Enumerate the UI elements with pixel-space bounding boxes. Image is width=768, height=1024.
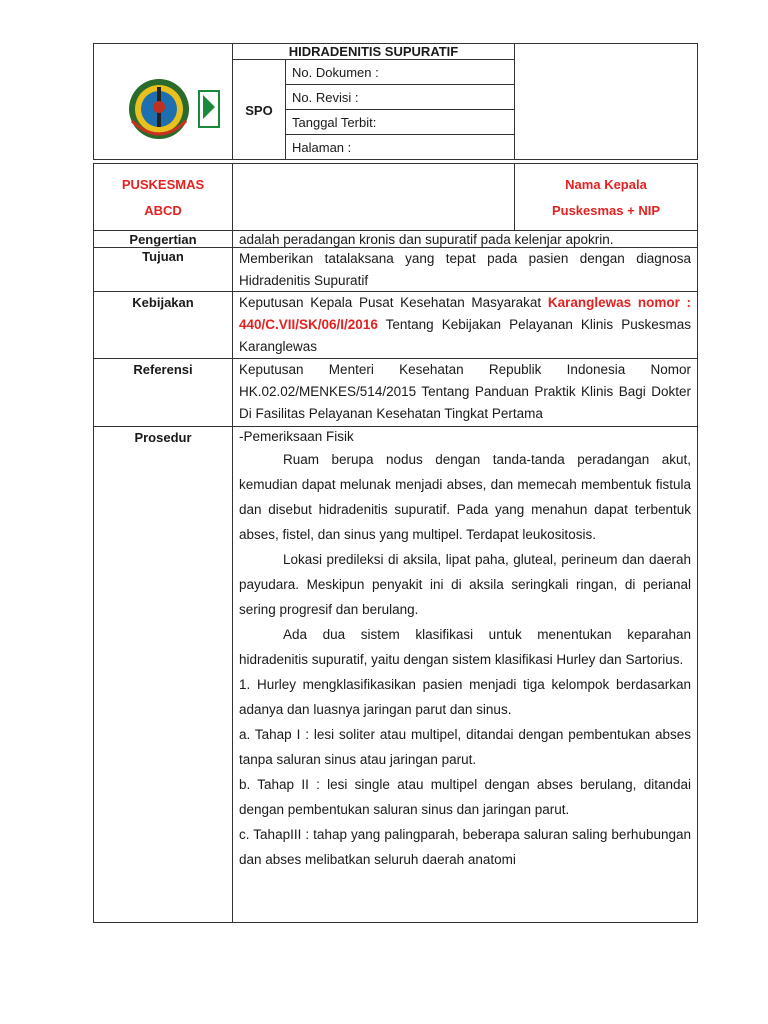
value-referensi	[232, 358, 698, 427]
meta-halaman: Halaman :	[285, 134, 515, 160]
puskesmas-line1: PUSKESMAS	[121, 177, 205, 192]
label-pengertian: Pengertian	[93, 230, 233, 248]
label-prosedur: Prosedur	[93, 426, 233, 923]
tujuan-text: Memberikan tatalaksana yang tepat pada pasien dengan diagnosa Hidradenitis Supuratif	[239, 251, 691, 288]
meta-no-revisi: No. Revisi :	[285, 84, 515, 110]
label-tujuan: Tujuan	[93, 247, 233, 292]
referensi-text: Keputusan Menteri Kesehatan Republik Indonesia Nomor HK.02.02/MENKES/514/2015 Tentang Panduan Praktik Klinis Bagi Dokter Di Fasilitas Pelayanan Kesehatan Tingkat Pertama	[239, 362, 691, 421]
meta-no-dokumen: No. Dokumen :	[285, 59, 515, 85]
kebijakan-text-b: Tentang Kebijakan Pelayanan Klinis Puskesmas Karanglewas	[239, 317, 691, 354]
prosedur-p3: Ada dua sistem klasifikasi untuk menentukan keparahan hidradenitis supuratif, yaitu dengan sistem klasifikasi Hurley dan Sartorius.	[239, 627, 691, 667]
prosedur-p7: c. TahapIII : tahap yang palingparah, beberapa saluran saling berhubungan dan abses melibatkan seluruh daerah anatomi	[239, 827, 691, 867]
prosedur-p4: 1. Hurley mengklasifikasikan pasien menjadi tiga kelompok berdasarkan adanya dan luasnya jaringan parut dan sinus.	[239, 677, 691, 717]
org-middle-cell	[232, 163, 515, 231]
pengertian-text: adalah peradangan kronis dan supuratif pada kelenjar apokrin.	[239, 232, 614, 247]
prosedur-p5: a. Tahap I : lesi soliter atau multipel, ditandai dengan pembentukan abses tanpa saluran sinus atau jaringan parut.	[239, 727, 691, 767]
prosedur-p6: b. Tahap II : lesi single atau multipel dengan abses berulang, ditandai dengan pembentukan saluran sinus dan jaringan parut.	[239, 777, 691, 817]
label-referensi: Referensi	[93, 358, 233, 427]
kepala-puskesmas	[514, 163, 698, 231]
label-kebijakan: Kebijakan	[93, 291, 233, 359]
puskesmas-line2: ABCD	[144, 203, 182, 218]
puskesmas-logo-icon	[124, 69, 224, 149]
value-prosedur	[232, 426, 698, 923]
document-title: HIDRADENITIS SUPURATIF	[232, 43, 515, 60]
value-kebijakan	[232, 291, 698, 359]
kepala-line2: Puskesmas + NIP	[551, 203, 661, 218]
value-pengertian	[232, 230, 698, 248]
prosedur-p1: Ruam berupa nodus dengan tanda-tanda peradangan akut, kemudian dapat melunak menjadi abses, dan memecah membentuk fistula dan disebut hidradenitis supuratif. Pada yang menahun dapat terbentuk abses, fistel, dan sinus yang multipel. Terdapat leukositosis.	[239, 452, 691, 542]
value-tujuan	[232, 247, 698, 292]
kebijakan-text-a: Keputusan Kepala Pusat Kesehatan Masyarakat	[239, 295, 548, 310]
prosedur-p0: -Pemeriksaan Fisik	[239, 429, 354, 444]
meta-tanggal-terbit: Tanggal Terbit:	[285, 109, 515, 135]
logo-cell	[93, 43, 233, 160]
puskesmas-name	[93, 163, 233, 231]
prosedur-p2: Lokasi predileksi di aksila, lipat paha, gluteal, perineum dan daerah payudara. Meskipun penyakit ini di aksila seringkali ringan, di perianal sering progresif dan berulang.	[239, 552, 691, 617]
kepala-line1: Nama Kepala	[565, 177, 647, 192]
spo-label: SPO	[232, 59, 286, 160]
header-right-cell	[514, 43, 698, 160]
kebijakan-number: Karanglewas nomor : 440/C.VII/SK/06/I/2016	[239, 295, 692, 332]
